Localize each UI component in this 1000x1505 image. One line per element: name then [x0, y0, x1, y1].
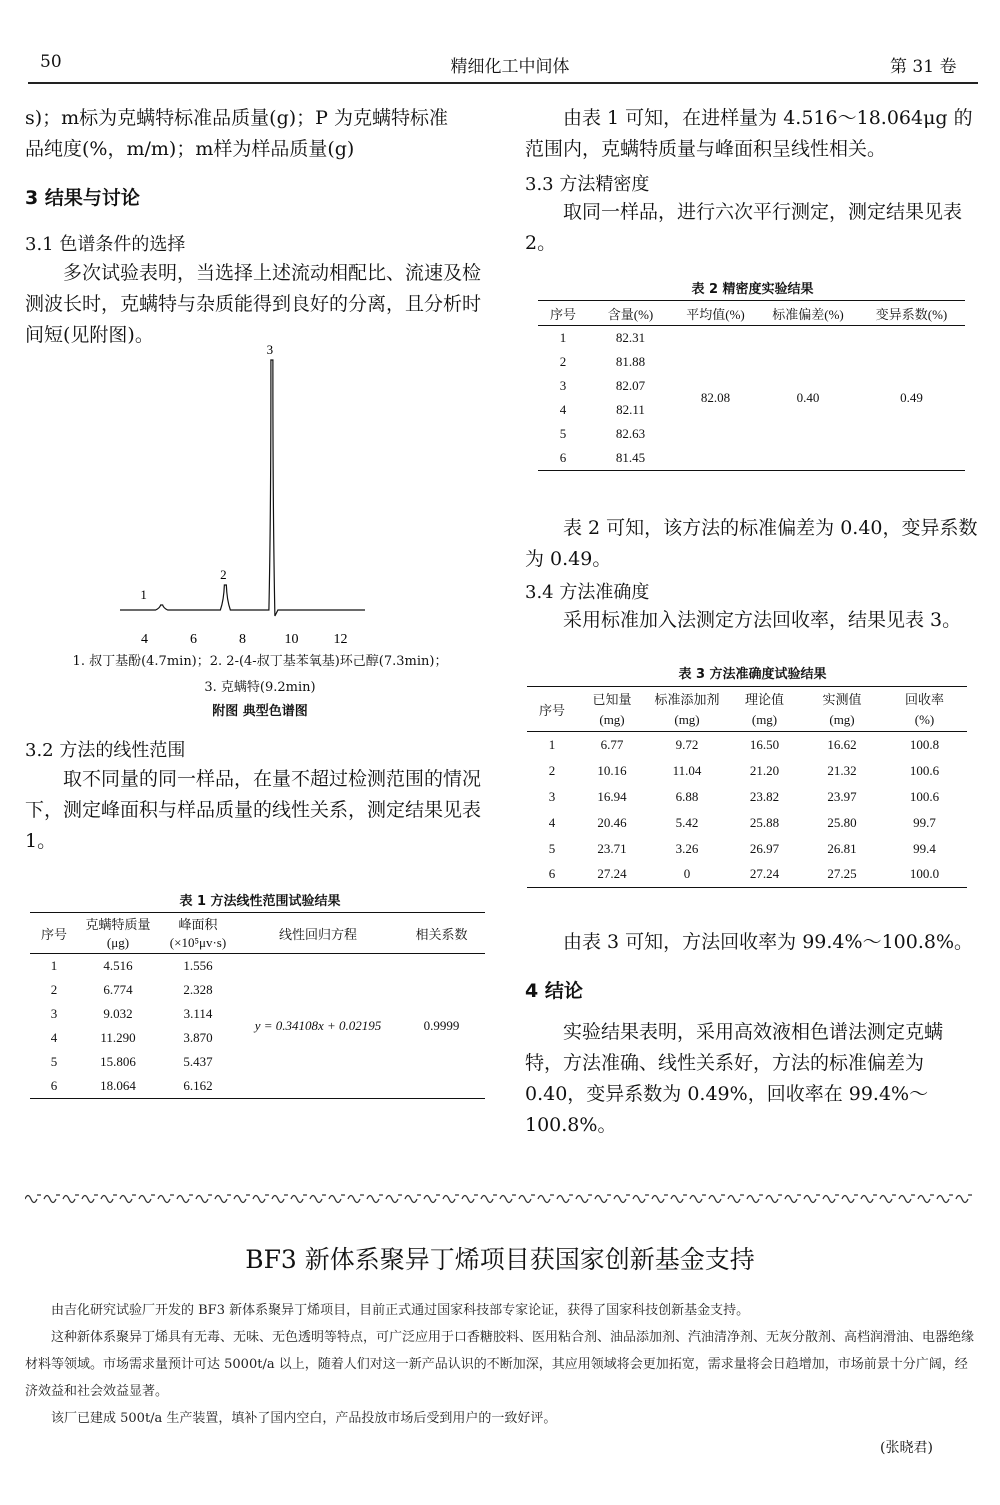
figure-legend-line-1: 1. 叔丁基酚(4.7min)；2. 2-(4-叔丁基苯氧基)环己醇(7.3min)； [72, 654, 448, 669]
t2-header: 含量(%) [607, 306, 654, 322]
paragraph-3-2: 取不同量的同一样品，在量不超过检测范围的情况下，测定峰面积与样品质量的线性关系，测定结果见表 1。 [25, 768, 482, 852]
table-cell: 21.32 [827, 762, 857, 778]
t3-header: 已知量 [592, 691, 632, 707]
table-1 [30, 912, 485, 1099]
t3-unit: (%) [914, 712, 935, 727]
t1-header-area: 峰面积 [178, 916, 218, 932]
t2-sd: 0.40 [796, 390, 820, 405]
table-cell: 25.88 [749, 814, 780, 830]
table-1-caption: 表 1 方法线性范围试验结果 [179, 894, 341, 909]
table-cell: 3.870 [183, 1030, 213, 1045]
table-cell: 18.064 [100, 1078, 136, 1093]
table-cell: 6 [50, 1078, 58, 1093]
x-tick-label: 4 [141, 632, 148, 647]
table-cell: 2 [559, 354, 567, 369]
table-cell: 1 [548, 736, 556, 752]
table-cell: 21.20 [749, 762, 780, 778]
table-cell: 5.42 [675, 814, 699, 830]
table-cell: 5 [559, 426, 567, 441]
table-2-caption: 表 2 精密度实验结果 [691, 282, 814, 297]
table-cell: 100.6 [909, 788, 940, 804]
table-cell: 6.774 [103, 982, 133, 997]
table-cell: 100.6 [909, 762, 940, 778]
table-cell: 1 [559, 330, 567, 345]
table-cell: 9.032 [103, 1006, 133, 1021]
table-cell: 3.26 [675, 840, 699, 856]
t2-mean: 82.08 [700, 390, 731, 405]
table-cell: 5.437 [183, 1054, 213, 1069]
t3-unit: (mg) [751, 712, 778, 727]
t1-header-mass: 克螨特质量 [85, 916, 151, 932]
table-cell: 10.16 [597, 762, 627, 778]
table-cell: 16.62 [827, 736, 857, 752]
table-row [538, 326, 965, 351]
table-cell: 0 [683, 866, 691, 882]
table-cell: 27.24 [749, 866, 780, 882]
paragraph-table2-conclusion: 表 2 可知，该方法的标准偏差为 0.40，变异系数为 0.49。 [525, 517, 978, 570]
table-row [527, 784, 967, 810]
table-cell: 6.162 [183, 1078, 213, 1093]
table-cell: 6 [548, 866, 556, 882]
table-cell: 1.556 [183, 958, 213, 973]
intro-line-1: s)；m标为克螨特标准品质量(g)；P 为克螨特标准 [25, 107, 448, 129]
peak-label: 3 [266, 342, 274, 357]
table-row [30, 954, 485, 979]
news-author: (张晓君) [880, 1440, 933, 1456]
t2-header: 标准偏差(%) [772, 306, 844, 322]
t3-unit: (mg) [599, 712, 625, 727]
peak-label: 1 [140, 587, 147, 602]
table-cell: 81.45 [615, 450, 646, 465]
subsection-3-3: 3.3 方法精密度 [525, 174, 650, 195]
table-row [527, 810, 967, 836]
table-cell: 26.81 [827, 840, 857, 856]
t2-header: 变异系数(%) [875, 306, 948, 322]
table-cell: 4.516 [103, 958, 133, 973]
section-3-heading: 3 结果与讨论 [25, 187, 140, 209]
wave-pattern [25, 1195, 972, 1203]
t3-unit: (mg) [674, 712, 700, 727]
table-row [527, 836, 967, 862]
table-cell: 16.94 [597, 788, 627, 804]
table-cell: 27.25 [827, 866, 857, 882]
table-cell: 5 [50, 1054, 58, 1069]
table-cell: 11.290 [100, 1030, 136, 1045]
table-cell: 81.88 [615, 354, 646, 369]
table-cell: 23.71 [597, 840, 627, 856]
table-cell: 26.97 [749, 840, 780, 856]
paragraph-3-1: 多次试验表明，当选择上述流动相配比、流速及检测波长时，克螨特与杂质能得到良好的分离，且分析时间短(见附图)。 [25, 262, 482, 346]
table-cell: 99.4 [913, 840, 936, 856]
table-cell: 9.72 [675, 736, 699, 752]
table-3-caption: 表 3 方法准确度试验结果 [678, 667, 827, 682]
table-cell: 3.114 [183, 1006, 213, 1021]
table-cell: 3 [548, 788, 556, 804]
paragraph-3-3: 取同一样品，进行六次平行测定，测定结果见表 2。 [525, 201, 963, 254]
t3-unit: (mg) [829, 712, 855, 727]
table-cell: 4 [50, 1030, 58, 1045]
t1-header-equation: 线性回归方程 [278, 926, 357, 942]
t1-header-r: 相关系数 [415, 926, 468, 942]
news-paragraph-2: 这种新体系聚异丁烯具有无毒、无味、无色透明等特点，可广泛应用于口香糖胶料、医用粘合剂、油品添加剂、汽油清净剂、无灰分散剂、高档润滑油、电器绝缘材料等领域。市场需求量预计可达 5000t/a 以上，随着人们对这一新产品认识的不断加深，其应用领域将会更加拓宽，需求量将会日趋增加，市场前景十分广阔，经济效益和社会效益显著。 [25, 1330, 975, 1399]
table-cell: 23.97 [827, 788, 857, 804]
table-cell: 15.806 [100, 1054, 136, 1069]
chromatogram-trace [120, 360, 365, 616]
table-cell: 82.31 [615, 330, 646, 345]
x-tick-label: 12 [333, 632, 348, 647]
table-row [527, 758, 967, 784]
table-row [527, 732, 967, 758]
figure-legend-line-2: 3. 克螨特(9.2min) [204, 680, 316, 695]
table-cell: 2 [548, 762, 556, 778]
page-number: 50 [40, 52, 62, 72]
table-cell: 23.82 [749, 788, 780, 804]
chromatogram [100, 340, 400, 660]
figure-caption: 附图 典型色谱图 [212, 704, 308, 719]
t2-header: 序号 [549, 306, 576, 322]
table-cell: 6.77 [600, 736, 624, 752]
table-cell: 100.0 [909, 866, 940, 882]
table-cell: 82.63 [615, 426, 646, 441]
t2-header: 平均值(%) [686, 306, 745, 322]
t1-header-mass-unit: (μg) [106, 935, 130, 950]
t1-equation: y = 0.34108x + 0.02195 [254, 1018, 382, 1033]
table-cell: 5 [548, 840, 556, 856]
table-cell: 11.04 [672, 762, 702, 778]
table-cell: 2 [50, 982, 58, 997]
t3-header: 标准添加剂 [654, 691, 720, 707]
table-cell: 20.46 [597, 814, 627, 830]
table-2 [538, 300, 965, 471]
decorative-divider [25, 1190, 980, 1204]
t1-header-area-unit: (×10⁵μv·s) [169, 935, 227, 950]
table-cell: 4 [548, 814, 556, 830]
table-cell: 3 [50, 1006, 58, 1021]
table-cell: 99.7 [913, 814, 936, 830]
news-paragraph-1: 由吉化研究试验厂开发的 BF3 新体系聚异丁烯项目，目前正式通过国家科技部专家论证，获得了国家科技创新基金支持。 [51, 1303, 750, 1318]
news-title: BF3 新体系聚异丁烯项目获国家创新基金支持 [245, 1245, 755, 1274]
section-4-heading: 4 结论 [525, 980, 583, 1002]
table-row [527, 862, 967, 888]
peak-label: 2 [220, 567, 227, 582]
news-paragraph-3: 该厂已建成 500t/a 生产装置，填补了国内空白，产品投放市场后受到用户的一致好评。 [51, 1411, 557, 1426]
t2-cv: 0.49 [900, 390, 923, 405]
header-rule [28, 82, 978, 84]
t3-header: 实测值 [822, 691, 862, 707]
table-cell: 100.8 [909, 736, 940, 752]
table-3 [527, 686, 967, 888]
x-tick-label: 8 [239, 632, 246, 647]
t1-correlation: 0.9999 [423, 1018, 460, 1033]
x-tick-label: 10 [284, 632, 299, 647]
table-cell: 82.07 [615, 378, 646, 393]
t3-header-index: 序号 [538, 702, 565, 718]
t1-header-index: 序号 [40, 926, 67, 942]
x-tick-label: 6 [190, 632, 197, 647]
table-cell: 4 [559, 402, 567, 417]
table-cell: 16.50 [749, 736, 780, 752]
intro-line-2: 品纯度(%，m/m)；m样为样品质量(g) [25, 138, 355, 160]
paragraph-table3-conclusion: 由表 3 可知，方法回收率为 99.4%～100.8%。 [563, 931, 974, 953]
paragraph-table1-conclusion: 由表 1 可知，在进样量为 4.516～18.064μg 的范围内，克螨特质量与峰面积呈线性相关。 [525, 107, 973, 160]
table-cell: 6.88 [675, 788, 699, 804]
table-cell: 6 [559, 450, 567, 465]
t3-header: 回收率 [904, 691, 944, 707]
table-cell: 27.24 [597, 866, 627, 882]
paragraph-3-4: 采用标准加入法测定方法回收率，结果见表 3。 [563, 609, 962, 631]
table-cell: 3 [559, 378, 567, 393]
paragraph-conclusion: 实验结果表明，采用高效液相色谱法测定克螨特，方法准确、线性关系好，方法的标准偏差为 0.40，变异系数为 0.49%，回收率在 99.4%～100.8%。 [525, 1021, 944, 1136]
table-cell: 2.328 [183, 982, 213, 997]
table-cell: 1 [50, 958, 58, 973]
subsection-3-4: 3.4 方法准确度 [525, 582, 650, 603]
table-cell: 25.80 [827, 814, 857, 830]
t3-header: 理论值 [744, 691, 784, 707]
volume-label: 第 31 卷 [890, 57, 957, 77]
subsection-3-2: 3.2 方法的线性范围 [25, 740, 186, 761]
table-cell: 82.11 [616, 402, 645, 417]
subsection-3-1: 3.1 色谱条件的选择 [25, 234, 186, 255]
wave-divider-path [25, 1195, 972, 1203]
journal-title: 精细化工中间体 [450, 57, 570, 77]
